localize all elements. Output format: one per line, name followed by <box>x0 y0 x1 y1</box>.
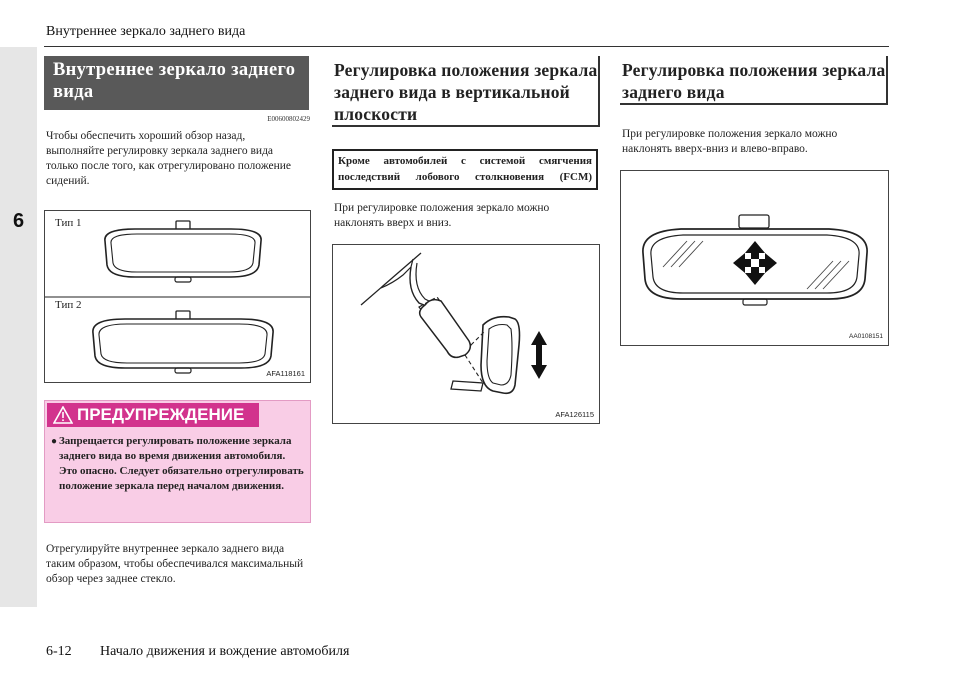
warning-triangle-icon <box>53 406 73 424</box>
outro-paragraph: Отрегулируйте внутреннее зеркало заднего вида таким образом, чтобы обеспечивался максимальный обзор через заднее стекло. <box>46 543 304 585</box>
figure-4way-tilt <box>620 170 889 346</box>
chapter-sidebar <box>0 47 37 607</box>
section-heading-vertical: Регулировка положения зеркала заднего вида в вертикальной плоскости <box>332 56 600 127</box>
section-heading-mirror: Внутреннее зеркало заднего вида <box>44 56 309 110</box>
header-divider <box>44 46 889 47</box>
section-heading-adjust: Регулировка положения зеркала заднего вида <box>620 56 888 105</box>
warning-box <box>44 400 311 523</box>
document-code: E00600802429 <box>267 115 310 123</box>
bullet-icon: ● <box>51 436 58 447</box>
vertical-tilt-illustration <box>333 245 599 423</box>
warning-title: ПРЕДУПРЕЖДЕНИЕ <box>77 405 245 424</box>
footer-section-title: Начало движения и вождение автомобиля <box>100 644 350 659</box>
adjust-text: При регулировке положения зеркало можно наклонять вверх-вниз и влево-вправо. <box>622 128 838 155</box>
fcm-note-box: Кроме автомобилей с системой смягчения последствий лобового столкновения (FCM) <box>332 149 598 190</box>
figure-label-type2: Тип 2 <box>55 299 82 311</box>
warning-header <box>47 403 259 427</box>
warning-text: Запрещается регулировать положение зеркала заднего вида во время движения автомобиля. Это опасно. Следует обязательно отрегулировать положение зеркала перед началом движения. <box>59 435 304 492</box>
page-header-title: Внутреннее зеркало заднего вида <box>46 24 246 39</box>
figure-id: AFA126115 <box>555 410 594 419</box>
mirror-types-illustration <box>45 211 310 382</box>
chapter-number: 6 <box>12 210 25 232</box>
figure-mirror-types <box>44 210 311 383</box>
4way-tilt-illustration <box>621 171 888 345</box>
figure-vertical-tilt <box>332 244 600 424</box>
intro-paragraph: Чтобы обеспечить хороший обзор назад, выполняйте регулировку зеркала заднего вида только после того, как отрегулировано положение сидений. <box>46 130 292 187</box>
figure-id: AFA118161 <box>266 369 305 378</box>
figure-label-type1: Тип 1 <box>55 217 82 229</box>
vertical-adjust-text: При регулировке положения зеркало можно наклонять вверх и вниз. <box>334 202 550 229</box>
page-number: 6-12 <box>46 644 72 659</box>
figure-id: AA0108151 <box>849 333 883 340</box>
